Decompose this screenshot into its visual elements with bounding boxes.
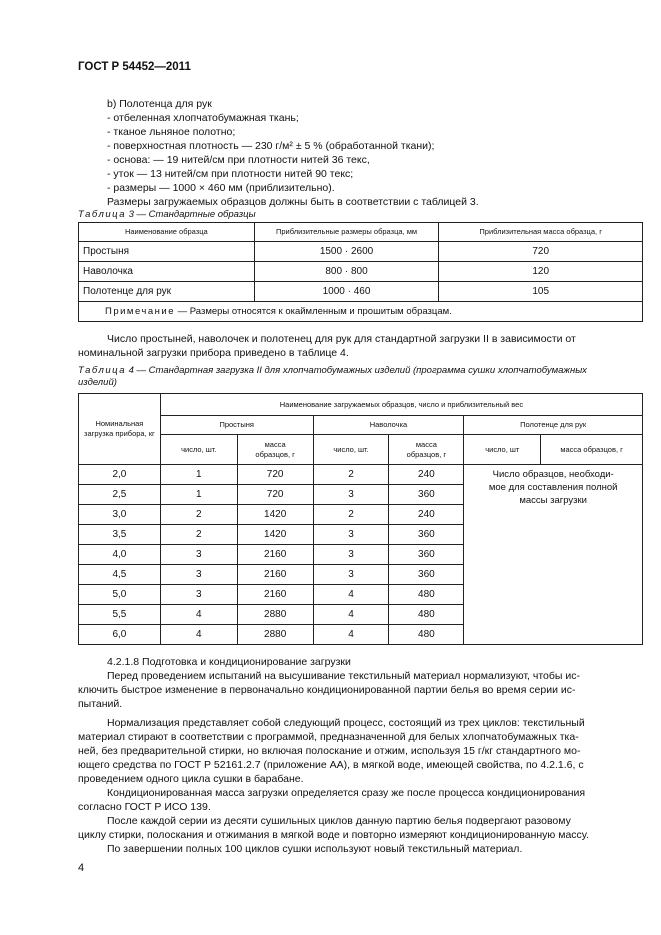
table4-towel-note [464,465,643,645]
table3-cell: Простыня [79,242,255,262]
table4-cell: 3,0 [79,505,161,525]
paragraph-line: ющего средства по ГОСТ Р 52161.2.7 (приложение АА), в мягкой воде, имеющей свойства, по 4.2.1.6, с [78,759,584,771]
table3-cell: Наволочка [79,262,255,282]
document-header: ГОСТ Р 54452—2011 [78,61,191,73]
table3-header-name: Наименование образца [79,223,255,242]
table4-cell: 720 [237,465,313,485]
table4-cell: 4 [313,605,389,625]
list-item: - отбеленная хлопчатобумажная ткань; [107,112,299,124]
table4-cell: 720 [237,485,313,505]
table4-unit: число, шт. [160,435,237,465]
paragraph-line: По завершении полных 100 циклов сушки используют новый текстильный материал. [107,843,523,855]
table3-cell: 105 [439,282,643,302]
table4-header-load: Номинальная загрузка прибора, кг [79,394,161,465]
table4-cell: 4 [160,605,237,625]
table4-unit: масса образцов, г [237,435,313,465]
table4-cell: 5,0 [79,585,161,605]
table3-cell: 800 · 800 [254,262,439,282]
table4-cell: 1 [160,485,237,505]
table4-cell: 480 [389,585,464,605]
table4-cell: 4 [160,625,237,645]
table-row [79,262,643,282]
table4-cell: 2880 [237,605,313,625]
table4-cell: 2 [313,465,389,485]
paragraph-line: После каждой серии из десяти сушильных циклов данную партию белья подвергают разовому [107,815,571,827]
table4-cell: 360 [389,485,464,505]
paragraph-line: пытаний. [78,698,123,710]
table4-cell: 2880 [237,625,313,645]
paragraph-line: Кондиционированная масса загрузки определяется сразу же после процесса кондиционирования [107,787,586,799]
page-number: 4 [78,862,85,874]
table4-header-sheet: Простыня [160,416,313,435]
table4-cell: 2 [160,525,237,545]
table4-cell: 2 [313,505,389,525]
table3-cell: 1000 · 460 [254,282,439,302]
paragraph-line: Число простыней, наволочек и полотенец для рук для стандартной загрузки II в зависимости от [107,333,576,345]
table4-cell: 3 [313,545,389,565]
table3-caption: Таблица 3 — Стандартные образцы [78,209,256,220]
table4-unit: число, шт [464,435,541,465]
table4-cell: 4,0 [79,545,161,565]
table3-header-size: Приблизительные размеры образца, мм [254,223,439,242]
table-row [79,242,643,262]
paragraph-line: циклу стирки, полоскания и отжимания в мягкой воде и повторно измеряют кондиционированную массу. [78,829,589,841]
table4-cell: 240 [389,465,464,485]
table4-cell: 2,5 [79,485,161,505]
section-b-tail: Размеры загружаемых образцов должны быть в соответствии с таблицей 3. [107,196,479,208]
paragraph-line: проведением одного цикла сушки в барабане. [78,773,304,785]
paragraph-line: ключить быстрое изменение в первоначально кондиционированной партии белья во время серии ис- [78,684,576,696]
table4-cell: 6,0 [79,625,161,645]
table4-cell: 2160 [237,585,313,605]
table4-cell: 3 [160,565,237,585]
list-item: - основа: — 19 нитей/см при плотности нитей 36 текс, [107,154,370,166]
list-item: - поверхностная плотность — 230 г/м² ± 5 % (обработанной ткани); [107,140,435,152]
list-item: - уток — 13 нитей/см при плотности нитей 90 текс; [107,168,354,180]
table4-caption-line2: изделий) [78,377,117,388]
table4-cell: 4 [313,625,389,645]
table4-caption: Таблица 4 — Стандартная загрузка II для хлопчатобумажных изделий (программа сушки хлопчатобумажных [78,365,587,376]
table4-header-towel: Полотенце для рук [464,416,643,435]
table-3 [78,222,643,322]
table4-cell: 360 [389,525,464,545]
table4-cell: 1420 [237,505,313,525]
table4-unit: масса образцов, г [389,435,464,465]
table4-header-pillowcase: Наволочка [313,416,464,435]
table4-cell: 480 [389,625,464,645]
table4-cell: 240 [389,505,464,525]
table3-cell: 720 [439,242,643,262]
table-4 [78,393,643,645]
towel-note-line: массы загрузки [519,495,587,506]
table4-cell: 480 [389,605,464,625]
paragraph-line: Нормализация представляет собой следующий процесс, состоящий из трех циклов: текстильный [107,717,585,729]
table4-unit: число, шт. [313,435,389,465]
table3-cell: 1500 · 2600 [254,242,439,262]
table4-cell: 3 [160,585,237,605]
table4-cell: 2160 [237,545,313,565]
table4-cell: 360 [389,565,464,585]
table4-unit: масса образцов, г [541,435,643,465]
table4-cell: 1 [160,465,237,485]
paragraph-line: согласно ГОСТ Р ИСО 139. [78,801,211,813]
section-b-title: b) Полотенца для рук [107,98,212,110]
paragraph-line: материал стирают в соответствии с программой, предназначенной для белых хлопчатобумажных тка- [78,731,579,743]
table4-cell: 5,5 [79,605,161,625]
table4-cell: 360 [389,545,464,565]
table4-cell: 4,5 [79,565,161,585]
table3-cell: Полотенце для рук [79,282,255,302]
table3-cell: 120 [439,262,643,282]
towel-note-line: Число образцов, необходи- [492,469,614,480]
table4-cell: 3 [313,565,389,585]
table-row [79,282,643,302]
table4-header-group: Наименование загружаемых образцов, число и приблизительный вес [160,394,642,416]
paragraph-line: номинальной загрузки прибора приведено в таблице 4. [78,347,349,359]
section-title: 4.2.1.8 Подготовка и кондиционирование загрузки [107,656,351,668]
list-item: - тканое льняное полотно; [107,126,236,138]
table4-cell: 3 [313,525,389,545]
paragraph-line: ней, без предварительной стирки, но включая полоскание и отжим, используя 15 г/кг стандартного мо- [78,745,581,757]
table4-cell: 4 [313,585,389,605]
table4-cell: 2160 [237,565,313,585]
table-row [79,465,643,485]
table3-note: Примечание — Размеры относятся к окаймленным и прошитым образцам. [79,302,643,322]
paragraph-line: Перед проведением испытаний на высушивание текстильный материал нормализуют, чтобы ис- [107,670,580,682]
table4-cell: 2,0 [79,465,161,485]
table4-cell: 3 [160,545,237,565]
towel-note-line: мое для составления полной [488,482,618,493]
table4-cell: 2 [160,505,237,525]
table3-header-mass: Приблизительная масса образца, г [439,223,643,242]
table4-cell: 3 [313,485,389,505]
table4-cell: 3,5 [79,525,161,545]
list-item: - размеры — 1000 × 460 мм (приблизительно). [107,182,335,194]
table4-cell: 1420 [237,525,313,545]
